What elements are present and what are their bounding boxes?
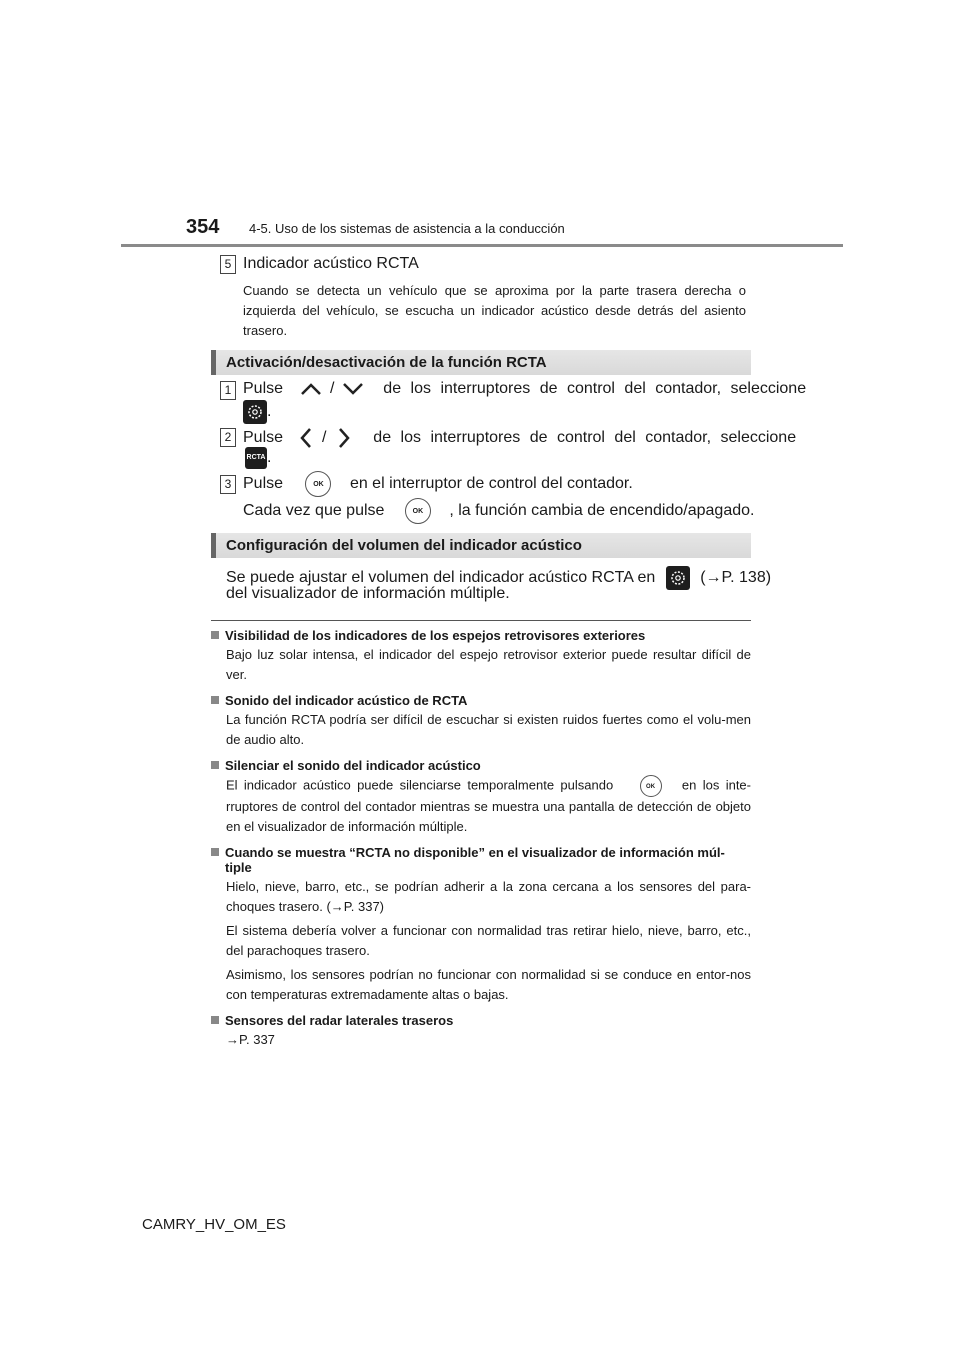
note-1-title	[211, 628, 751, 643]
section-title: 4-5. Uso de los sistemas de asistencia a la conducción	[249, 221, 565, 236]
note-3-body-b: en los inte-rruptores de control del contador mientras se muestra una pantalla de detección de objeto en el visualizador de información múltiple.	[226, 777, 751, 834]
step-3-each: Cada vez que pulse	[243, 502, 385, 520]
volume-line-2: del visualizador de información múltiple.	[226, 585, 510, 602]
step-1-gear-line	[243, 400, 271, 424]
volume-text: Se puede ajustar el volumen del indicador acústico RCTA en	[226, 569, 656, 587]
note-4-title-text: Cuando se muestra “RCTA no disponible” en el visualizador de información múl-tiple	[225, 845, 725, 875]
step-3-detail	[243, 498, 754, 524]
chevron-left-icon	[299, 427, 313, 449]
notes-divider	[211, 620, 751, 621]
gear-icon	[666, 566, 690, 590]
notes-section	[211, 628, 751, 1050]
ok-button-icon: OK	[640, 775, 662, 797]
step-2-end: .	[267, 449, 272, 467]
note-1-body: Bajo luz solar intensa, el indicador del espejo retrovisor exterior puede resultar difícil de ver.	[226, 647, 751, 682]
note-1-title-text: Visibilidad de los indicadores de los espejos retrovisores exteriores	[225, 628, 646, 643]
note-2-title-text: Sonido del indicador acústico de RCTA	[225, 693, 468, 708]
note-4-title	[211, 845, 751, 875]
step-badge-3: 3	[220, 475, 236, 494]
square-bullet-icon	[211, 696, 219, 704]
step-3-instruction: en el interruptor de control del contador.	[349, 475, 633, 493]
note-5-body: →P. 337	[226, 1032, 275, 1047]
step-badge-1: 1	[220, 381, 236, 400]
step-2-text	[243, 427, 797, 449]
step-3-text	[243, 471, 633, 497]
note-4-p2: El sistema debería volver a funcionar con normalidad tras retirar hielo, nieve, barro, etc., del parachoques trasero.	[226, 923, 751, 958]
note-2-body: La función RCTA podría ser difícil de escuchar si existen ruidos fuertes como el volu-men de audio alto.	[226, 712, 751, 747]
step-3-toggle: , la función cambia de encendido/apagado.	[449, 502, 755, 520]
note-3-body-a: El indicador acústico puede silenciarse temporalmente pulsando	[226, 777, 614, 793]
ok-button-icon: OK	[305, 471, 331, 497]
note-3-body	[226, 775, 751, 837]
chevron-right-icon	[337, 427, 351, 449]
footer-code: CAMRY_HV_OM_ES	[142, 1216, 286, 1233]
item-badge-5: 5	[220, 255, 236, 274]
section-heading-activation: Activación/desactivación de la función RCTA	[211, 350, 751, 375]
note-3-title-text: Silenciar el sonido del indicador acústico	[225, 758, 481, 773]
section-heading-volume: Configuración del volumen del indicador acústico	[211, 533, 751, 558]
note-3-title	[211, 758, 751, 773]
chevron-down-icon	[341, 382, 365, 396]
header-divider	[121, 244, 843, 247]
page-number: 354	[186, 216, 220, 238]
step-2-pulse: Pulse	[243, 429, 284, 447]
square-bullet-icon	[211, 761, 219, 769]
step-3-pulse: Pulse	[243, 475, 284, 493]
square-bullet-icon	[211, 1016, 219, 1024]
step-1-instruction: de los interruptores de control del contador, seleccione	[383, 380, 807, 397]
step-1-text	[243, 380, 807, 398]
item-title: Indicador acústico RCTA	[243, 255, 419, 272]
chevron-up-icon	[299, 382, 323, 396]
step-1-slash: /	[329, 380, 335, 397]
note-5-title-text: Sensores del radar laterales traseros	[225, 1013, 454, 1028]
note-4-p1: Hielo, nieve, barro, etc., se podrían adherir a la zona cercana a los sensores del para-choques trasero. (→P. 337)	[226, 879, 751, 914]
square-bullet-icon	[211, 848, 219, 856]
step-1-end: .	[267, 403, 272, 421]
step-1-pulse: Pulse	[243, 380, 284, 397]
ok-button-icon: OK	[405, 498, 431, 524]
step-2-rcta-line	[245, 447, 271, 469]
gear-icon	[243, 400, 267, 424]
step-2-instruction: de los interruptores de control del contador, seleccione	[373, 429, 797, 447]
step-2-slash: /	[321, 429, 327, 447]
rcta-icon: RCTA	[245, 447, 267, 469]
square-bullet-icon	[211, 631, 219, 639]
item-description: Cuando se detecta un vehículo que se aproxima por la parte trasera derecha o izquierda del vehículo, se escucha un indicador acústico desde detrás del asiento trasero.	[243, 283, 746, 338]
note-2-title	[211, 693, 751, 708]
volume-page-ref: (→P. 138)	[700, 569, 772, 587]
note-4-p3: Asimismo, los sensores podrían no funcionar con normalidad si se conduce en entor-nos con temperaturas extremadamente altas o bajas.	[226, 967, 751, 1002]
step-badge-2: 2	[220, 428, 236, 447]
note-5-title	[211, 1013, 751, 1028]
